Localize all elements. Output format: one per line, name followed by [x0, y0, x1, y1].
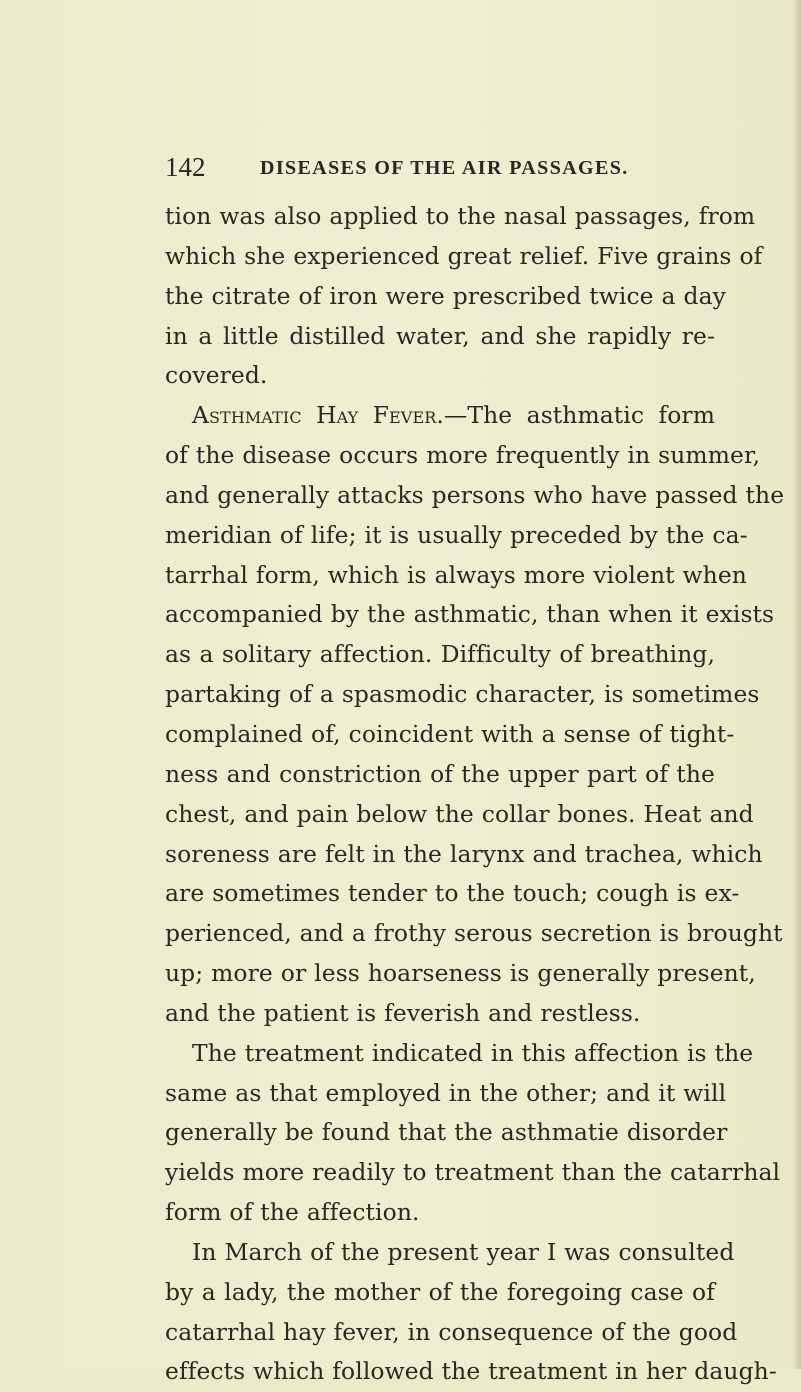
- text-line: partaking of a spasmodic character, is sometimes: [165, 680, 760, 709]
- section-heading: Asthmatic Hay Fever.: [192, 401, 444, 430]
- text-line: In March of the present year I was consulted: [192, 1237, 735, 1266]
- text-line: yields more readily to treatment than the catarrhal: [165, 1158, 781, 1187]
- text-line: soreness are felt in the larynx and trachea, which: [165, 839, 763, 868]
- text-line: in a little distilled water, and she rapidly re-: [165, 321, 715, 350]
- text-line: effects which followed the treatment in her daugh-: [165, 1357, 777, 1386]
- body-text: [165, 197, 785, 1392]
- page-header: [165, 150, 715, 184]
- text-line: complained of, coincident with a sense of tight-: [165, 719, 735, 748]
- text-line: same as that employed in the other; and it will: [165, 1078, 727, 1107]
- page-edge-shadow: [793, 0, 801, 1369]
- page-number: 142: [165, 152, 206, 182]
- text-line: and the patient is feverish and restless.: [165, 998, 641, 1027]
- text-line: tion was also applied to the nasal passages, from: [165, 202, 756, 230]
- text-line: form of the affection.: [165, 1198, 420, 1227]
- text-line: covered.: [165, 361, 268, 390]
- text-line: are sometimes tender to the touch; cough is ex-: [165, 879, 740, 908]
- text-line-fragment: —The asthmatic form: [443, 401, 715, 430]
- section-heading-line: [165, 396, 715, 436]
- text-line: The treatment indicated in this affection is the: [192, 1038, 754, 1067]
- text-line: and generally attacks persons who have passed the: [165, 480, 785, 509]
- text-line: as a solitary affection. Difficulty of breathing,: [165, 640, 715, 669]
- text-line: meridian of life; it is usually preceded by the ca-: [165, 520, 748, 549]
- text-line: which she experienced great relief. Five grains of: [165, 241, 763, 270]
- text-line: ness and constriction of the upper part of the: [165, 759, 715, 788]
- running-title: DISEASES OF THE AIR PASSAGES.: [260, 157, 629, 179]
- text-line: perienced, and a frothy serous secretion is brought: [165, 919, 783, 948]
- text-line: generally be found that the asthmatie disorder: [165, 1118, 728, 1147]
- text-line: by a lady, the mother of the foregoing case of: [165, 1277, 715, 1306]
- text-line: accompanied by the asthmatic, than when it exists: [165, 600, 775, 629]
- text-line: up; more or less hoarseness is generally present,: [165, 959, 756, 988]
- text-line: the citrate of iron were prescribed twice a day: [165, 281, 726, 310]
- text-line: chest, and pain below the collar bones. Heat and: [165, 799, 754, 828]
- text-line: of the disease occurs more frequently in summer,: [165, 441, 761, 470]
- text-line: catarrhal hay fever, in consequence of the good: [165, 1317, 738, 1346]
- text-line: tarrhal form, which is always more violent when: [165, 560, 747, 589]
